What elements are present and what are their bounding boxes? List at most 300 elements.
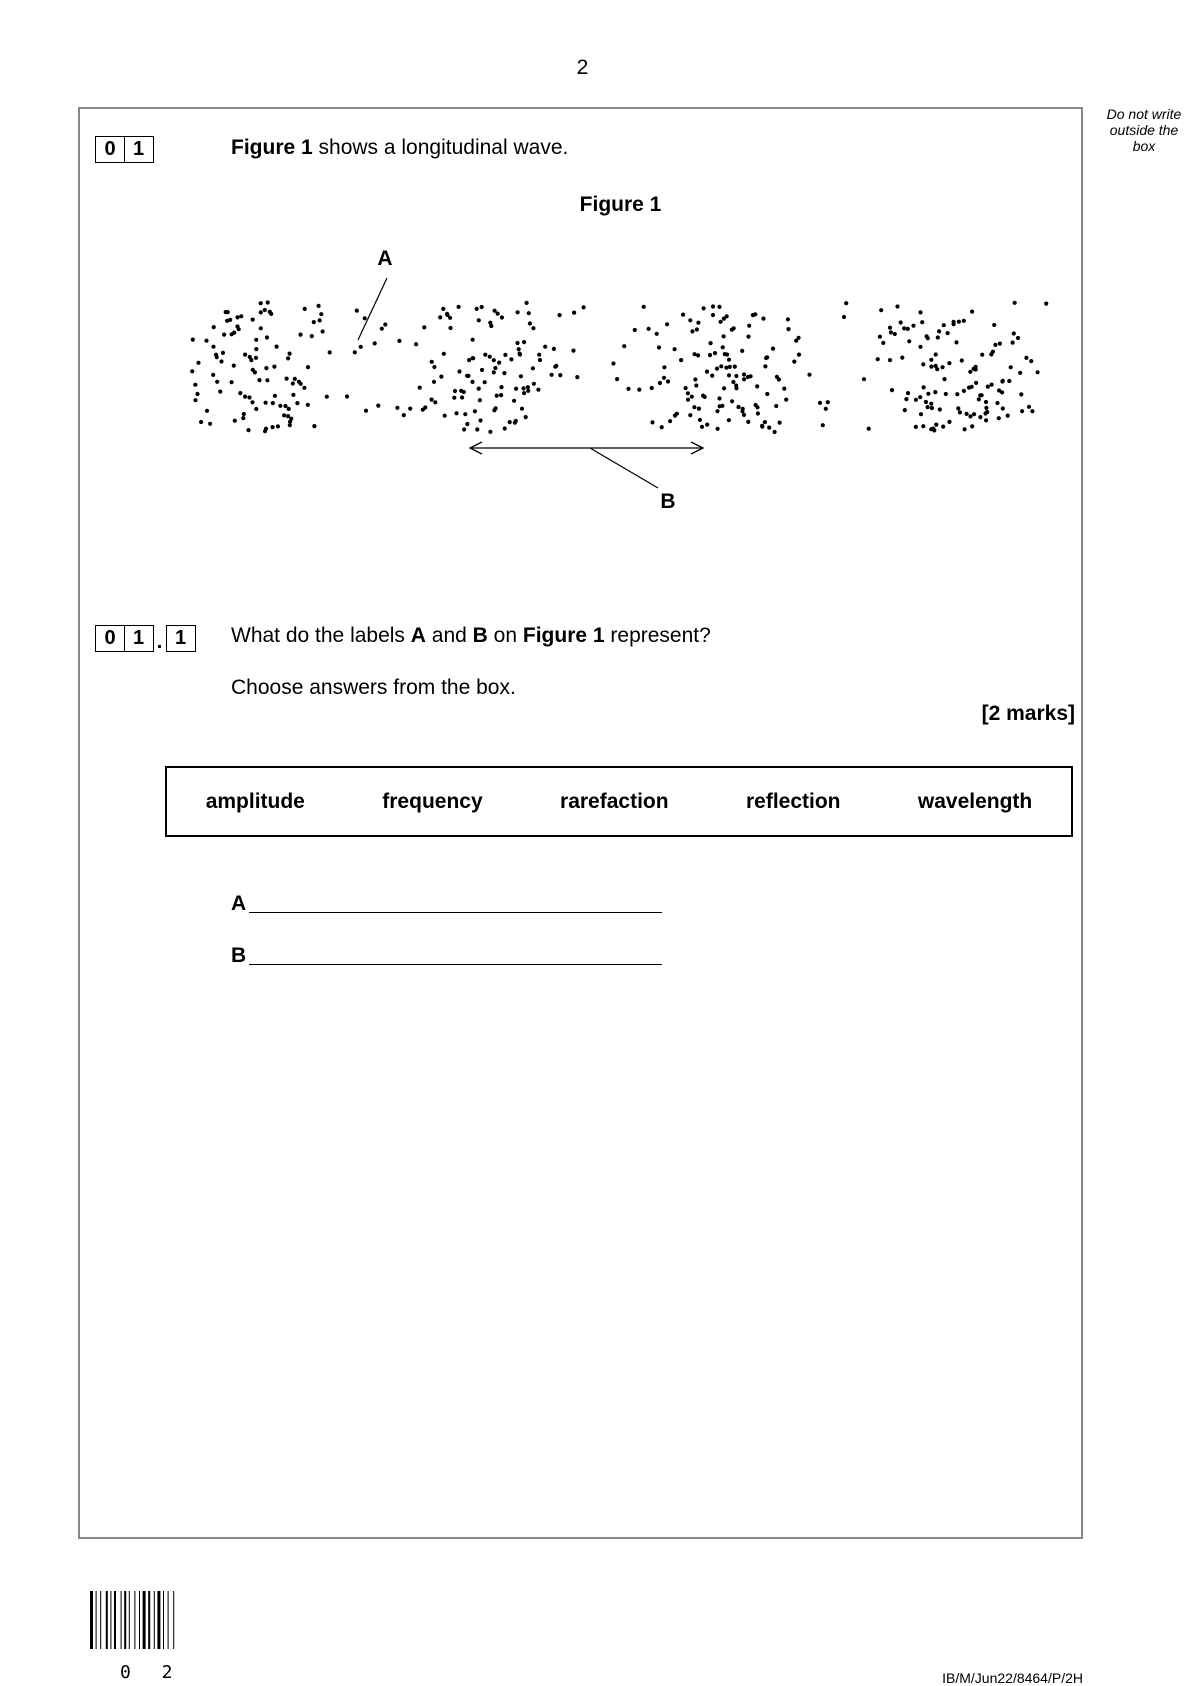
wave-particle [380, 327, 384, 331]
wave-particle [230, 380, 234, 384]
wave-particle [454, 411, 458, 415]
wave-particle [818, 401, 822, 405]
wave-particle [477, 318, 481, 322]
wave-particle [797, 336, 801, 340]
wave-particle [731, 380, 735, 384]
wave-particle [693, 377, 697, 381]
wave-particle [493, 366, 497, 370]
wave-particle [193, 383, 197, 387]
wave-particle [952, 320, 956, 324]
wave-particle [526, 389, 530, 393]
wave-particle [478, 398, 482, 402]
answer-row-a [231, 892, 662, 916]
wave-particle [328, 350, 332, 354]
wave-particle [508, 420, 512, 424]
wave-particle [688, 413, 692, 417]
wave-particle [269, 312, 273, 316]
wave-particle [777, 377, 781, 381]
wave-particle [710, 374, 714, 378]
wave-particle [696, 353, 700, 357]
barcode [90, 1591, 200, 1649]
wave-particle [496, 312, 500, 316]
wave-particle [655, 332, 659, 336]
wave-particle [503, 353, 507, 357]
wave-particle [938, 407, 942, 411]
wave-particle [402, 413, 406, 417]
wave-particle [243, 395, 247, 399]
wave-particle [553, 365, 557, 369]
wave-particle [972, 412, 976, 416]
wave-particle [282, 413, 286, 417]
question-digit: 1 [124, 136, 154, 163]
wave-particle [763, 364, 767, 368]
subquestion-part-digit: 1 [166, 625, 196, 652]
wave-particle [681, 313, 685, 317]
wave-particle [298, 333, 302, 337]
wave-particle [285, 377, 289, 381]
wave-particle [509, 357, 513, 361]
wave-particle [423, 405, 427, 409]
wave-particle [942, 323, 946, 327]
wave-particle [273, 394, 277, 398]
wave-particle [515, 341, 519, 345]
wave-particle [742, 413, 746, 417]
wave-particle [514, 387, 518, 391]
wave-particle [211, 373, 215, 377]
answer-line-b[interactable] [249, 964, 662, 965]
wave-particle [946, 331, 950, 335]
wave-particle [1036, 370, 1040, 374]
subquestion-instruction: Choose answers from the box. [231, 676, 516, 699]
wave-particle [978, 415, 982, 419]
wave-particle [722, 386, 726, 390]
wave-particle [364, 409, 368, 413]
barcode-bar [134, 1591, 135, 1649]
wave-particle [997, 416, 1001, 420]
wave-particle [467, 358, 471, 362]
wave-particle [615, 377, 619, 381]
subquestion-dot: . [156, 631, 163, 653]
wave-particle [962, 389, 966, 393]
wave-particle [761, 317, 765, 321]
wave-particle [970, 424, 974, 428]
wave-particle [518, 352, 522, 356]
wave-particle [536, 388, 540, 392]
wave-particle [321, 329, 325, 333]
wave-particle [960, 358, 964, 362]
wave-particle [715, 367, 719, 371]
wave-particle [695, 327, 699, 331]
wave-particle [500, 315, 504, 319]
answer-label-b: B [231, 944, 247, 967]
wave-particle [902, 326, 906, 330]
wave-particle [283, 404, 287, 408]
wave-particle [746, 420, 750, 424]
question-intro-text: shows a longitudinal wave. [312, 136, 569, 159]
wave-particle [890, 388, 894, 392]
wave-particle [272, 365, 276, 369]
wave-particle [519, 374, 523, 378]
wave-particle [698, 418, 702, 422]
wave-particle [705, 370, 709, 374]
wave-particle [312, 424, 316, 428]
wave-particle [907, 339, 911, 343]
wave-particle [383, 322, 387, 326]
prompt-text: and [425, 624, 473, 647]
wave-particle [993, 343, 997, 347]
wave-particle [264, 401, 268, 405]
wave-particle [662, 376, 666, 380]
wave-particle [920, 320, 924, 324]
wave-particle [690, 395, 694, 399]
wave-particle [514, 419, 518, 423]
wave-particle [668, 419, 672, 423]
wave-particle [492, 408, 496, 412]
wave-particle [293, 377, 297, 381]
wave-particle [665, 322, 669, 326]
wave-particle [457, 305, 461, 309]
wave-particle [480, 368, 484, 372]
wave-particle [937, 329, 941, 333]
wave-particle [462, 390, 466, 394]
wave-particle [747, 324, 751, 328]
wave-particle [727, 358, 731, 362]
wave-particle [1020, 409, 1024, 413]
answer-row-b [231, 944, 662, 968]
wave-particle [692, 405, 696, 409]
figure-title: Figure 1 [579, 193, 662, 216]
wave-particle [522, 391, 526, 395]
wave-particle [701, 394, 705, 398]
barcode-digits: 0 2 [120, 1662, 183, 1683]
wave-particle [936, 335, 940, 339]
wave-particle [295, 401, 299, 405]
wave-particle [263, 308, 267, 312]
wave-particle [448, 326, 452, 330]
wave-particle [622, 344, 626, 348]
barcode-bar [148, 1591, 150, 1649]
wave-particle [921, 424, 925, 428]
wave-particle [204, 339, 208, 343]
wave-particle [205, 409, 209, 413]
wave-particle [956, 406, 960, 410]
wave-particle [475, 307, 479, 311]
wave-particle [926, 336, 930, 340]
barcode-bar [157, 1591, 160, 1649]
wave-particle [483, 380, 487, 384]
wave-particle [254, 407, 258, 411]
answer-option: reflection [745, 789, 841, 813]
wave-particle [826, 400, 830, 404]
wave-particle [452, 396, 456, 400]
wave-particle [862, 377, 866, 381]
subquestion-digit: 1 [124, 625, 154, 652]
wave-particle [246, 428, 250, 432]
wave-particle [275, 345, 279, 349]
prompt-label-a: A [410, 624, 426, 647]
wave-particle [1030, 409, 1034, 413]
wave-particle [717, 396, 721, 400]
wave-particle [740, 409, 744, 413]
wave-particle [926, 405, 930, 409]
wave-particle [190, 369, 194, 373]
wave-particle [237, 327, 241, 331]
wave-particle [572, 311, 576, 315]
wave-particle [914, 398, 918, 402]
wave-particle [974, 381, 978, 385]
wave-particle [373, 341, 377, 345]
wave-particle [235, 315, 239, 319]
wave-particle [1018, 371, 1022, 375]
wave-particle [306, 365, 310, 369]
wave-particle [876, 357, 880, 361]
wave-particle [517, 347, 521, 351]
wave-particle [208, 422, 212, 426]
wave-particle [249, 358, 253, 362]
wave-particle [466, 374, 470, 378]
wave-particle [954, 340, 958, 344]
wave-particle [797, 353, 801, 357]
figure-label-a: A [377, 247, 393, 270]
wave-particle [844, 301, 848, 305]
wave-particle [611, 361, 615, 365]
answer-option: rarefaction [560, 789, 669, 813]
wave-particle [442, 352, 446, 356]
wave-particle [986, 385, 990, 389]
wave-particle [749, 374, 753, 378]
wave-particle [1000, 390, 1004, 394]
wave-particle [767, 426, 771, 430]
wave-particle [319, 312, 323, 316]
wave-particle [582, 305, 586, 309]
wave-particle [842, 315, 846, 319]
wave-particle [228, 318, 232, 322]
wave-particle [497, 361, 501, 365]
wave-particle [760, 424, 764, 428]
wave-particle [276, 424, 280, 428]
wave-particle [516, 310, 520, 314]
wave-particle [488, 355, 492, 359]
wave-particle [1012, 331, 1016, 335]
wave-particle [552, 347, 556, 351]
wave-particle [941, 365, 945, 369]
wave-particle [700, 425, 704, 429]
wave-particle [233, 419, 237, 423]
wave-particle [1027, 405, 1031, 409]
wave-particle [259, 326, 263, 330]
wave-particle [286, 414, 290, 418]
wave-particle [935, 367, 939, 371]
wave-particle [522, 386, 526, 390]
wave-particle [503, 426, 507, 430]
wave-particle [721, 345, 725, 349]
wave-particle [734, 386, 738, 390]
wave-particle [291, 381, 295, 385]
answer-option: frequency [382, 789, 483, 813]
wave-particle [303, 307, 307, 311]
wave-particle [470, 380, 474, 384]
prompt-label-b: B [472, 624, 488, 647]
wave-particle [302, 386, 306, 390]
wave-particle [259, 301, 263, 305]
paper-reference-code: IB/M/Jun22/8464/P/2H [942, 1670, 1083, 1686]
wave-particle [363, 316, 367, 320]
wave-particle [626, 387, 630, 391]
wave-particle [526, 385, 530, 389]
barcode-bars [90, 1591, 174, 1649]
barcode-bar [124, 1591, 126, 1649]
wave-particle [878, 335, 882, 339]
wave-particle [254, 338, 258, 342]
wave-particle [215, 380, 219, 384]
wave-particle [688, 318, 692, 322]
wave-particle [432, 380, 436, 384]
wave-particle [430, 398, 434, 402]
margin-note: Do not write outside the box [1106, 106, 1182, 154]
wave-particle [253, 370, 257, 374]
wave-particle [512, 399, 516, 403]
wave-particle [763, 420, 767, 424]
wave-particle [686, 398, 690, 402]
wave-particle [299, 382, 303, 386]
wave-particle [713, 351, 717, 355]
wave-particle [422, 325, 426, 329]
wave-particle [771, 347, 775, 351]
wave-particle [575, 375, 579, 379]
wave-particle [266, 300, 270, 304]
wave-particle [1007, 379, 1011, 383]
wave-particle [224, 310, 228, 314]
wave-particle [906, 327, 910, 331]
page-number: 2 [576, 56, 589, 79]
wave-particle [1011, 341, 1015, 345]
wave-particle [359, 345, 363, 349]
answer-option: wavelength [917, 789, 1033, 813]
wave-particle [742, 377, 746, 381]
wave-particle [985, 410, 989, 414]
wave-particle [725, 352, 729, 356]
wave-particle [807, 373, 811, 377]
wave-particle [733, 365, 737, 369]
wave-particle [690, 329, 694, 333]
wave-particle [906, 391, 910, 395]
wave-particle [919, 412, 923, 416]
wave-particle [471, 356, 475, 360]
wave-particle [633, 328, 637, 332]
answer-label-a: A [231, 892, 247, 915]
wave-particle [492, 370, 496, 374]
wave-particle [955, 392, 959, 396]
label-b-leader-line [590, 448, 658, 488]
wave-particle [732, 326, 736, 330]
answer-line-a[interactable] [249, 912, 662, 913]
wave-particle [904, 397, 908, 401]
wave-particle [867, 427, 871, 431]
wave-particle [765, 392, 769, 396]
wave-particle [288, 423, 292, 427]
wave-particle [998, 342, 1002, 346]
wave-particle [558, 313, 562, 317]
wave-particle [463, 412, 467, 416]
wave-particle [525, 301, 529, 305]
wave-particle [708, 353, 712, 357]
wave-particle [727, 373, 731, 377]
wave-particle [1024, 356, 1028, 360]
wave-particle [974, 367, 978, 371]
wave-particle [318, 318, 322, 322]
wave-particle [666, 379, 670, 383]
wave-particle [742, 372, 746, 376]
wave-particle [232, 331, 236, 335]
wave-particle [650, 420, 654, 424]
wave-particle [325, 395, 329, 399]
wave-particle [310, 334, 314, 338]
barcode-bar [168, 1591, 169, 1649]
answer-option: amplitude [205, 789, 305, 813]
wave-particle [932, 428, 936, 432]
wave-particle [1009, 365, 1013, 369]
wave-particle [984, 400, 988, 404]
wave-particle [792, 360, 796, 364]
wave-particle [433, 400, 437, 404]
wave-particle [550, 373, 554, 377]
wave-particle [657, 345, 661, 349]
wave-particle [1044, 302, 1048, 306]
wave-particle [495, 394, 499, 398]
wave-particle [968, 414, 972, 418]
wave-particle [924, 400, 928, 404]
wave-particle [196, 361, 200, 365]
wave-particle [232, 364, 236, 368]
wave-particle [430, 360, 434, 364]
barcode-bar [129, 1591, 130, 1649]
wave-particle [376, 404, 380, 408]
wave-particle [899, 320, 903, 324]
wave-particle [571, 349, 575, 353]
figure-label-b: B [660, 490, 676, 513]
wave-particle [918, 395, 922, 399]
wave-particle [694, 383, 698, 387]
subquestion-number-box [95, 624, 196, 653]
wave-particle [531, 366, 535, 370]
wave-particle [528, 321, 532, 325]
wave-particle [918, 310, 922, 314]
wave-particle [965, 412, 969, 416]
wave-particle [662, 365, 666, 369]
wave-particle [306, 403, 310, 407]
wave-particle [257, 378, 261, 382]
wave-particle [1006, 414, 1010, 418]
wave-particle [984, 406, 988, 410]
wave-particle [673, 347, 677, 351]
wave-particle [926, 392, 930, 396]
wave-particle [921, 362, 925, 366]
wave-particle [243, 353, 247, 357]
wave-particle [465, 422, 469, 426]
wave-particle [727, 418, 731, 422]
barcode-bar [163, 1591, 164, 1649]
wave-particle [977, 397, 981, 401]
wave-particle [900, 356, 904, 360]
wave-particle [746, 335, 750, 339]
wave-particle [395, 406, 399, 410]
wave-particle [684, 386, 688, 390]
wave-particle [527, 311, 531, 315]
label-a-leader-line [358, 278, 387, 340]
prompt-text: represent? [604, 624, 711, 647]
wave-particle [480, 305, 484, 309]
wave-particle [650, 386, 654, 390]
